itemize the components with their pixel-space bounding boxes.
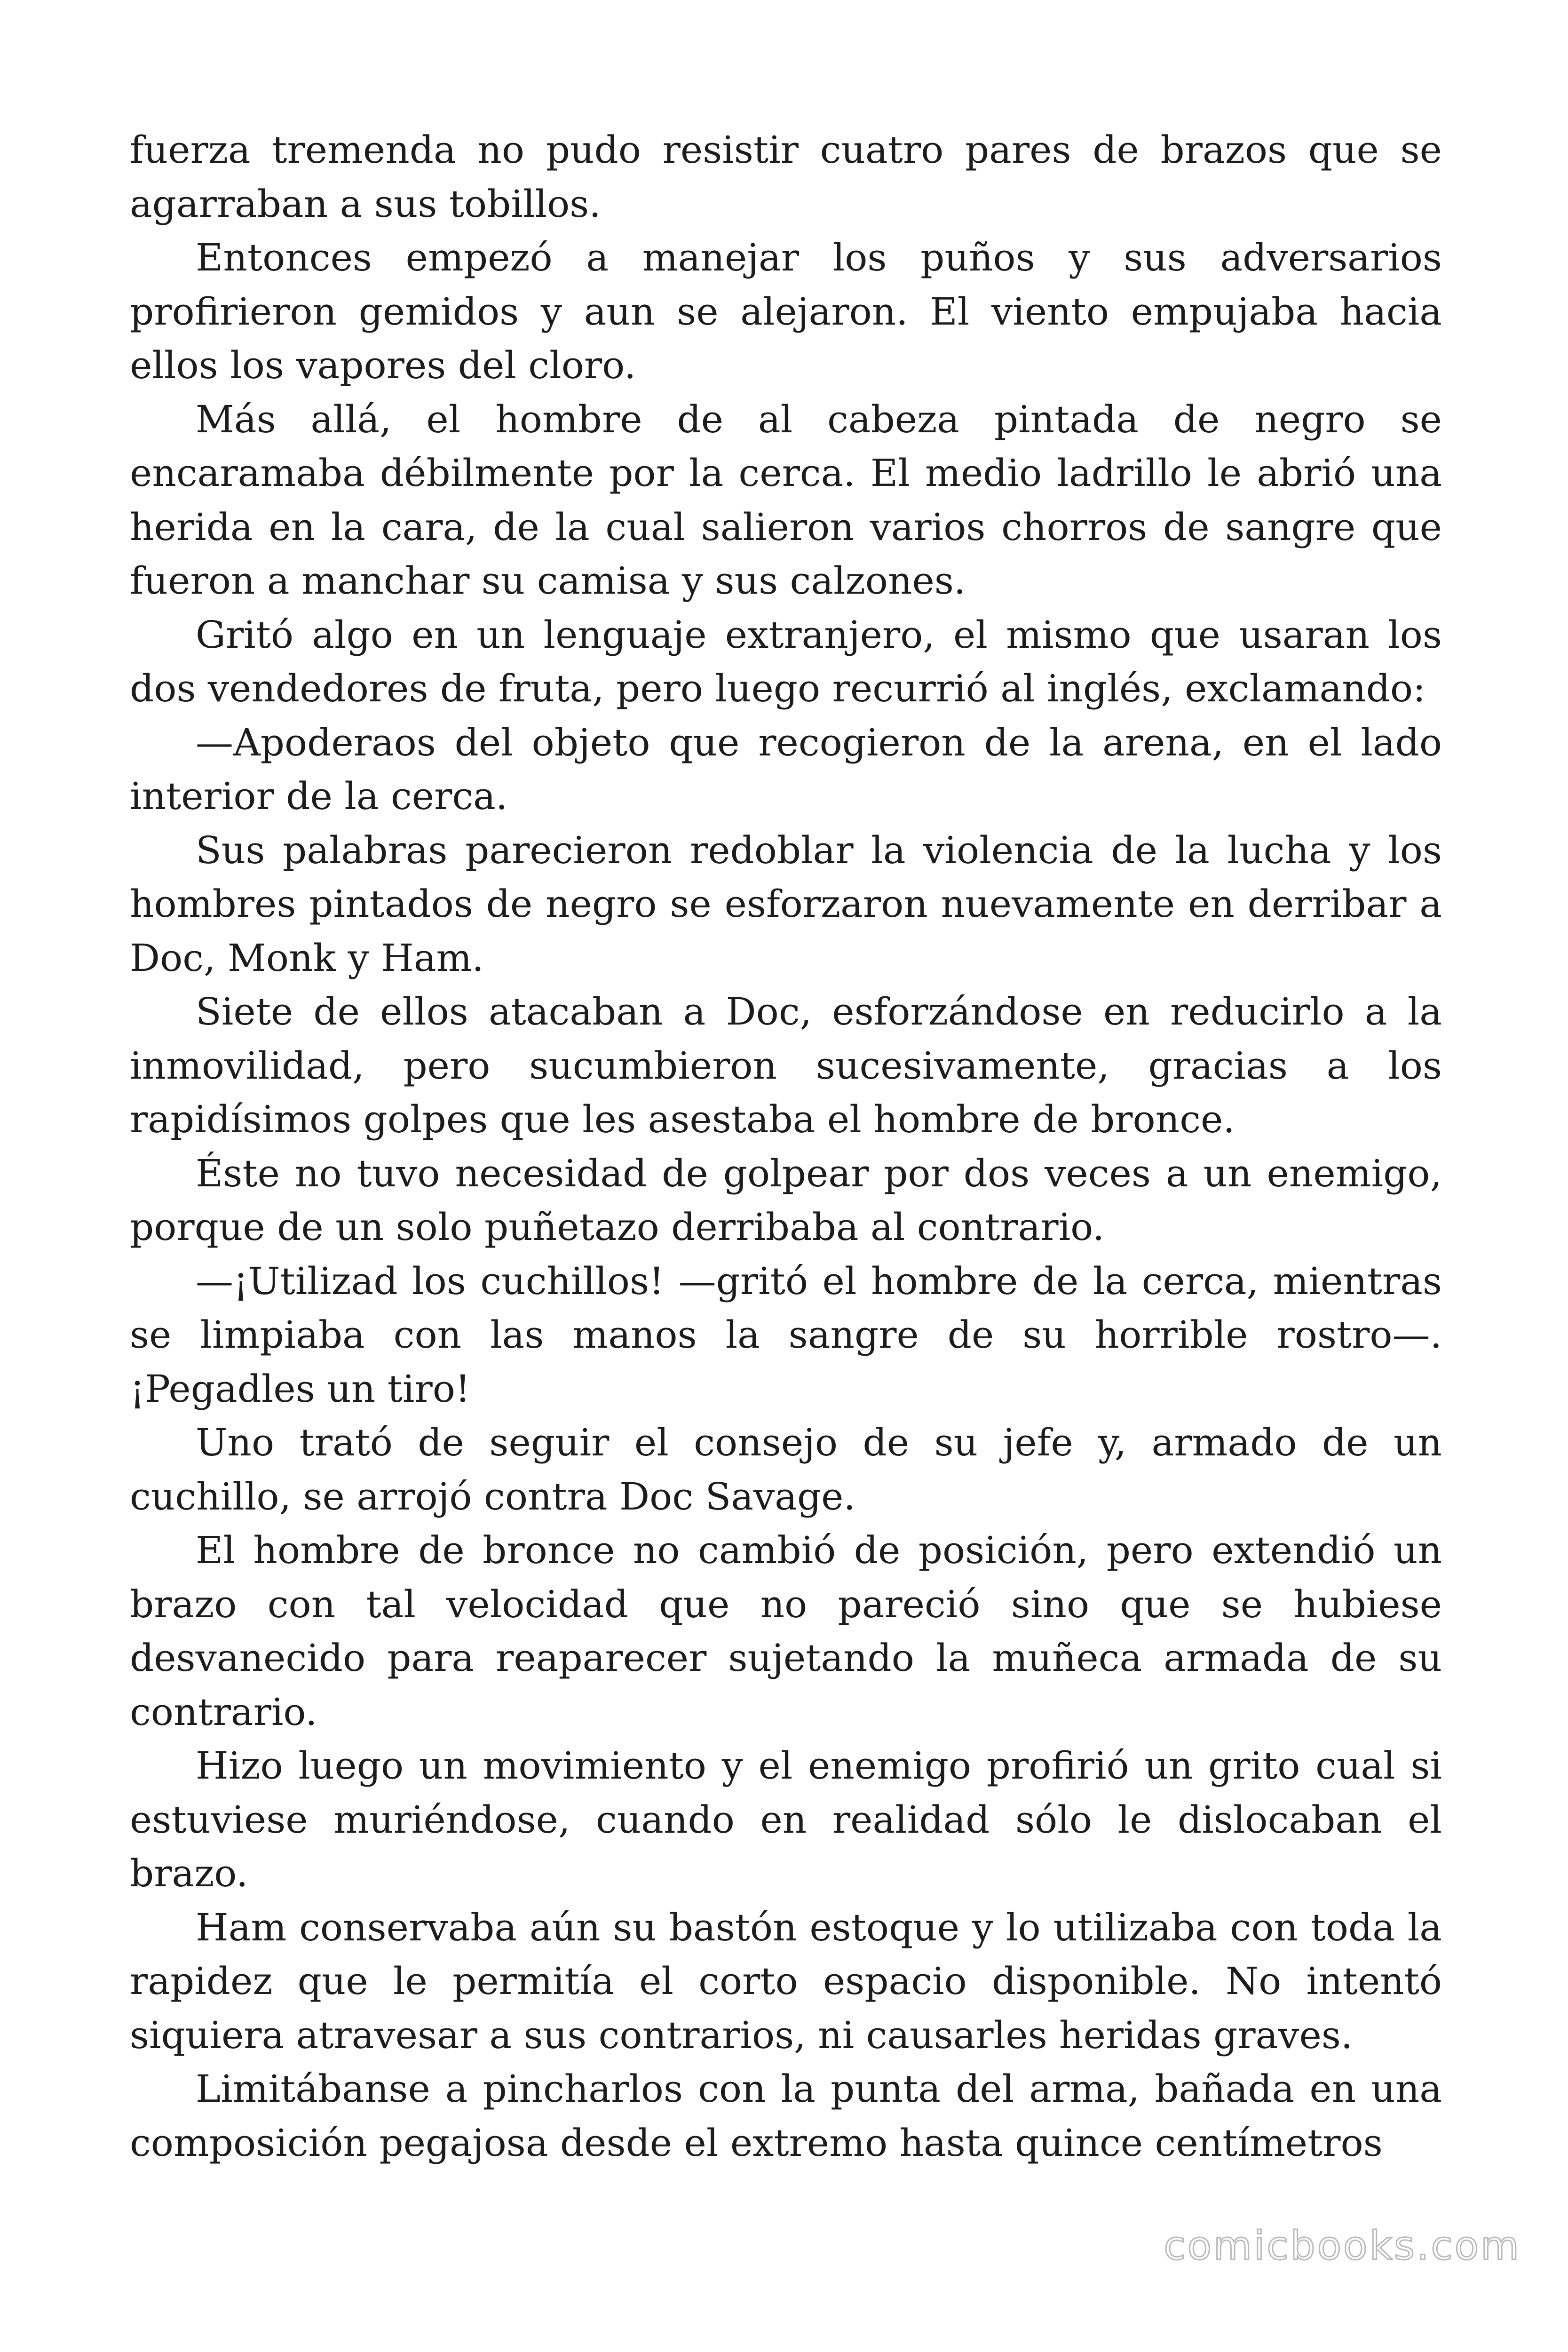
paragraph-9: —¡Utilizad los cuchillos! —gritó el hombre de la cerca, mientras se limpiaba con las manos la sangre de su horrible rostro—. ¡Pegadles un tiro! [130, 1259, 1442, 1411]
watermark: comicbooks.com [1164, 2223, 1521, 2269]
page-text [130, 123, 1442, 2170]
paragraph-11: El hombre de bronce no cambió de posición, pero extendió un brazo con tal velocidad que no pareció sino que se hubiese desvanecido para reaparecer sujetando la muñeca armada de su contrario. [130, 1528, 1442, 1734]
paragraph-5: —Apoderaos del objeto que recogieron de la arena, en el lado interior de la cerca. [130, 720, 1442, 818]
paragraph-14: Limitábanse a pincharlos con la punta del arma, bañada en una composición pegajosa desde el extremo hasta quince centímetros [130, 2067, 1442, 2165]
paragraph-7: Siete de ellos atacaban a Doc, esforzándose en reducirlo a la inmovilidad, pero sucumbieron sucesivamente, gracias a los rapidísimos golpes que les asestaba el hombre de bronce. [130, 990, 1442, 1141]
paragraph-13: Ham conservaba aún su bastón estoque y lo utilizaba con toda la rapidez que le permitía el corto espacio disponible. No intentó siquiera atravesar a sus contrarios, ni causarles heridas graves. [130, 1905, 1442, 2057]
paragraph-12: Hizo luego un movimiento y el enemigo profirió un grito cual si estuviese muriéndose, cuando en realidad sólo le dislocaban el brazo. [130, 1744, 1442, 1895]
paragraph-1: fuerza tremenda no pudo resistir cuatro pares de brazos que se agarraban a sus tobillos. [130, 128, 1442, 226]
paragraph-4: Gritó algo en un lenguaje extranjero, el mismo que usaran los dos vendedores de fruta, pero luego recurrió al inglés, exclamando: [130, 612, 1442, 710]
paragraph-10: Uno trató de seguir el consejo de su jefe y, armado de un cuchillo, se arrojó contra Doc Savage. [130, 1421, 1442, 1518]
paragraph-8: Éste no tuvo necesidad de golpear por dos veces a un enemigo, porque de un solo puñetazo derribaba al contrario. [130, 1151, 1442, 1249]
paragraph-6: Sus palabras parecieron redoblar la violencia de la lucha y los hombres pintados de negro se esforzaron nuevamente en derribar a Doc, Monk y Ham. [130, 828, 1442, 980]
paragraph-3: Más allá, el hombre de al cabeza pintada de negro se encaramaba débilmente por la cerca. El medio ladrillo le abrió una herida en la cara, de la cual salieron varios chorros de sangre que fueron a manchar su camisa y sus calzones. [130, 397, 1442, 603]
paragraph-2: Entonces empezó a manejar los puños y sus adversarios profirieron gemidos y aun se alejaron. El viento empujaba hacia ellos los vapores del cloro. [130, 236, 1442, 387]
